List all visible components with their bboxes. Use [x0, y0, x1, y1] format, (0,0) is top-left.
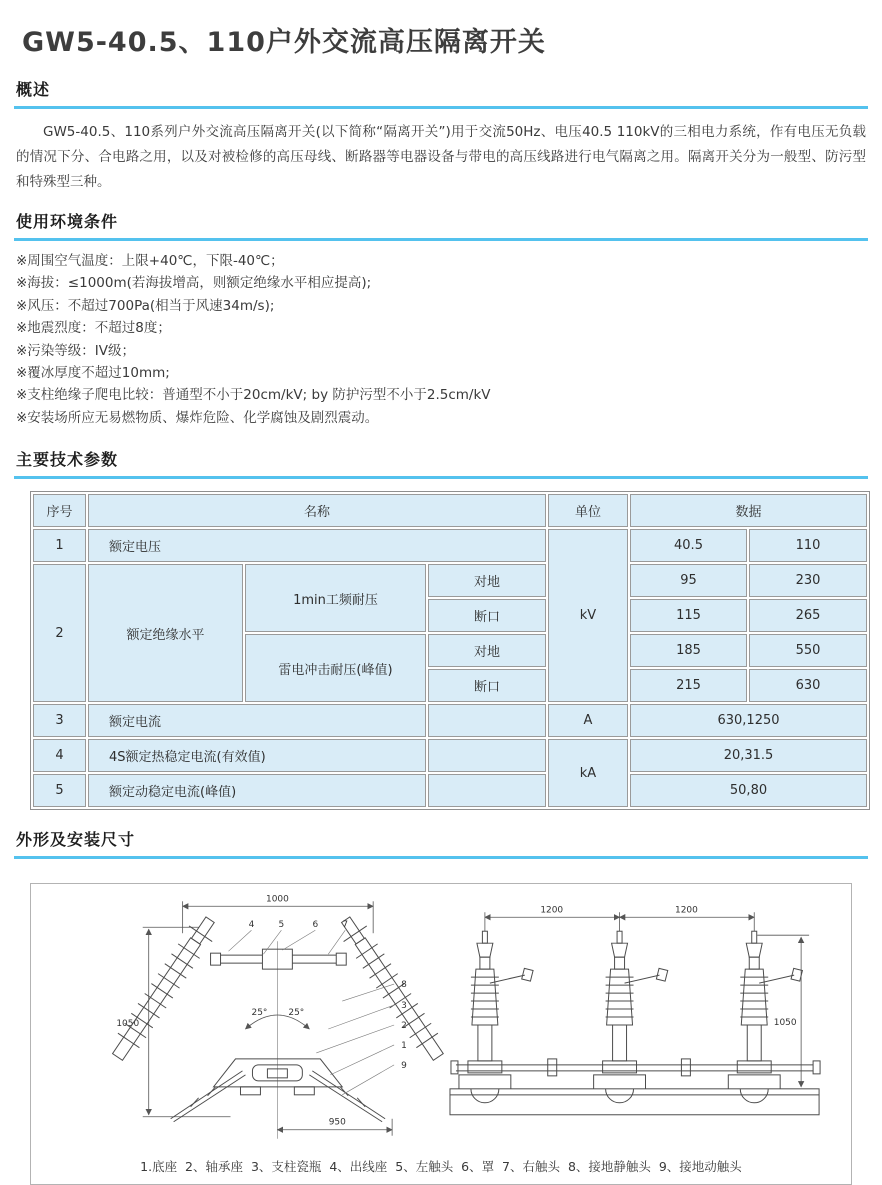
right-view-drawing [450, 906, 820, 1116]
part-label-8: 8 [401, 980, 407, 991]
cell-value: 230 [749, 564, 867, 597]
outline-drawing [31, 889, 851, 1151]
overview-heading: 概述 [16, 80, 51, 99]
part-label-2: 2 [401, 1021, 407, 1032]
figure-caption: 1.底座 2、轴承座 3、支柱瓷瓶 4、出线座 5、左触头 6、罩 7、右触头 8、接地静触头 9、接地动触头 [140, 1159, 742, 1175]
parameters-table-wrap [30, 491, 852, 810]
header-name: 名称 [88, 494, 546, 527]
cell-value: 110 [749, 529, 867, 562]
cell-value: 50,80 [630, 774, 867, 807]
cell-no: 1 [33, 529, 86, 562]
left-insulator [106, 912, 222, 1065]
part-label-4: 4 [248, 920, 255, 931]
part-label-9: 9 [401, 1061, 407, 1072]
env-item: ※支柱绝缘子爬电比较：普通型不小于20cm/kV; by 防护污型不小于2.5cm/kV [16, 387, 491, 404]
parameters-heading: 主要技术参数 [16, 450, 119, 470]
cell-name: 额定电流 [88, 704, 426, 737]
cell-value: 265 [749, 599, 867, 632]
angle-right-label: 25° [288, 1008, 305, 1019]
table-row [33, 704, 867, 737]
dimensions-heading: 外形及安装尺寸 [16, 830, 136, 850]
table-row [33, 774, 867, 807]
cell-name: 额定电压 [88, 529, 546, 562]
cell-value: 40.5 [630, 529, 747, 562]
env-item: ※安装场所应无易燃物质、爆炸危险、化学腐蚀及剧烈震动。 [16, 409, 379, 426]
part-label-3: 3 [401, 1001, 407, 1012]
env-item: ※海拔：≤1000m(若海拔增高，则额定绝缘水平相应提高); [16, 275, 372, 292]
outline-figure-box [30, 883, 852, 1185]
part-label-5: 5 [278, 920, 285, 931]
cell-value: 550 [749, 634, 867, 667]
header-data: 数据 [630, 494, 867, 527]
cell-name: 4S额定热稳定电流(有效值) [88, 739, 426, 772]
cell-unit-kv: kV [548, 529, 628, 702]
dim-950-label: 950 [328, 1117, 346, 1128]
ground-blade-right [309, 1071, 385, 1122]
part-label-1: 1 [401, 1041, 407, 1052]
section-dimensions [14, 827, 868, 859]
cell-value: 630 [749, 669, 867, 702]
cell-condition: 对地 [428, 564, 546, 597]
environment-list [14, 250, 868, 429]
left-view-drawing [106, 895, 450, 1139]
dim-1200-a-label: 1200 [540, 905, 564, 916]
environment-underline [14, 238, 868, 241]
cell-unit-a: A [548, 704, 628, 737]
cell-no: 5 [33, 774, 86, 807]
parameters-underline [14, 476, 868, 479]
part-label-6: 6 [312, 920, 319, 931]
cell-unit-ka: kA [548, 739, 628, 807]
cell-name: 额定绝缘水平 [88, 564, 243, 702]
env-item: ※周围空气温度：上限+40℃，下限-40℃； [16, 253, 284, 269]
cell-value: 185 [630, 634, 747, 667]
section-environment [14, 209, 868, 429]
cell-value: 95 [630, 564, 747, 597]
cell-no: 4 [33, 739, 86, 772]
dim-1050-right-label: 1050 [773, 1018, 797, 1029]
cell-empty [428, 739, 546, 772]
cell-value: 20,31.5 [630, 739, 867, 772]
cell-empty [428, 704, 546, 737]
insulator-column [459, 931, 533, 1103]
dim-1200-b-label: 1200 [674, 905, 698, 916]
cell-no: 2 [33, 564, 86, 702]
insulator-column [594, 931, 668, 1103]
cell-no: 3 [33, 704, 86, 737]
conductor-bar [211, 949, 347, 969]
section-overview [14, 77, 868, 195]
table-row [33, 739, 867, 772]
page-title: GW5-40.5、110户外交流高压隔离开关 [22, 27, 546, 58]
env-item: ※污染等级：IV级； [16, 342, 136, 359]
cell-condition: 断口 [428, 669, 546, 702]
parameters-table [30, 491, 870, 810]
cell-condition: 对地 [428, 634, 546, 667]
overview-paragraph: GW5-40.5、110系列户外交流高压隔离开关(以下简称“隔离开关”)用于交流50Hz、电压40.5 110kV的三相电力系统，作有电压无负载的情况下分、合电路之用，以及对被检修的高压母线、断路器等电器设备与带电的高压线路进行电气隔离之用。隔离开关分为一般型、防污型和特殊型三种。 [16, 124, 866, 190]
part-label-7: 7 [342, 920, 349, 931]
header-no: 序号 [33, 494, 86, 527]
env-item: ※地震烈度：不超过8度； [16, 320, 171, 337]
base-beam [450, 1089, 819, 1115]
table-header-row [33, 494, 867, 527]
cell-value: 115 [630, 599, 747, 632]
env-item: ※风压：不超过700Pa(相当于风速34m/s); [16, 297, 275, 314]
dim-1000-label: 1000 [265, 894, 289, 905]
environment-heading: 使用环境条件 [16, 212, 119, 231]
dimensions-underline [14, 856, 868, 859]
cell-name: 额定动稳定电流(峰值) [88, 774, 426, 807]
cell-empty [428, 774, 546, 807]
cell-condition: 断口 [428, 599, 546, 632]
env-item: ※覆冰厚度不超过10mm; [16, 365, 170, 382]
table-row [33, 529, 867, 562]
cell-subname: 雷电冲击耐压(峰值) [245, 634, 426, 702]
cell-subname: 1min工频耐压 [245, 564, 426, 632]
section-parameters [14, 447, 868, 479]
cell-value: 630,1250 [630, 704, 867, 737]
angle-left-label: 25° [251, 1008, 268, 1019]
ground-blade-left [171, 1071, 246, 1122]
cell-value: 215 [630, 669, 747, 702]
overview-underline [14, 106, 868, 109]
table-row [33, 564, 867, 597]
right-insulator [334, 912, 450, 1065]
dim-1050-left-label: 1050 [116, 1019, 140, 1030]
header-unit: 单位 [548, 494, 628, 527]
